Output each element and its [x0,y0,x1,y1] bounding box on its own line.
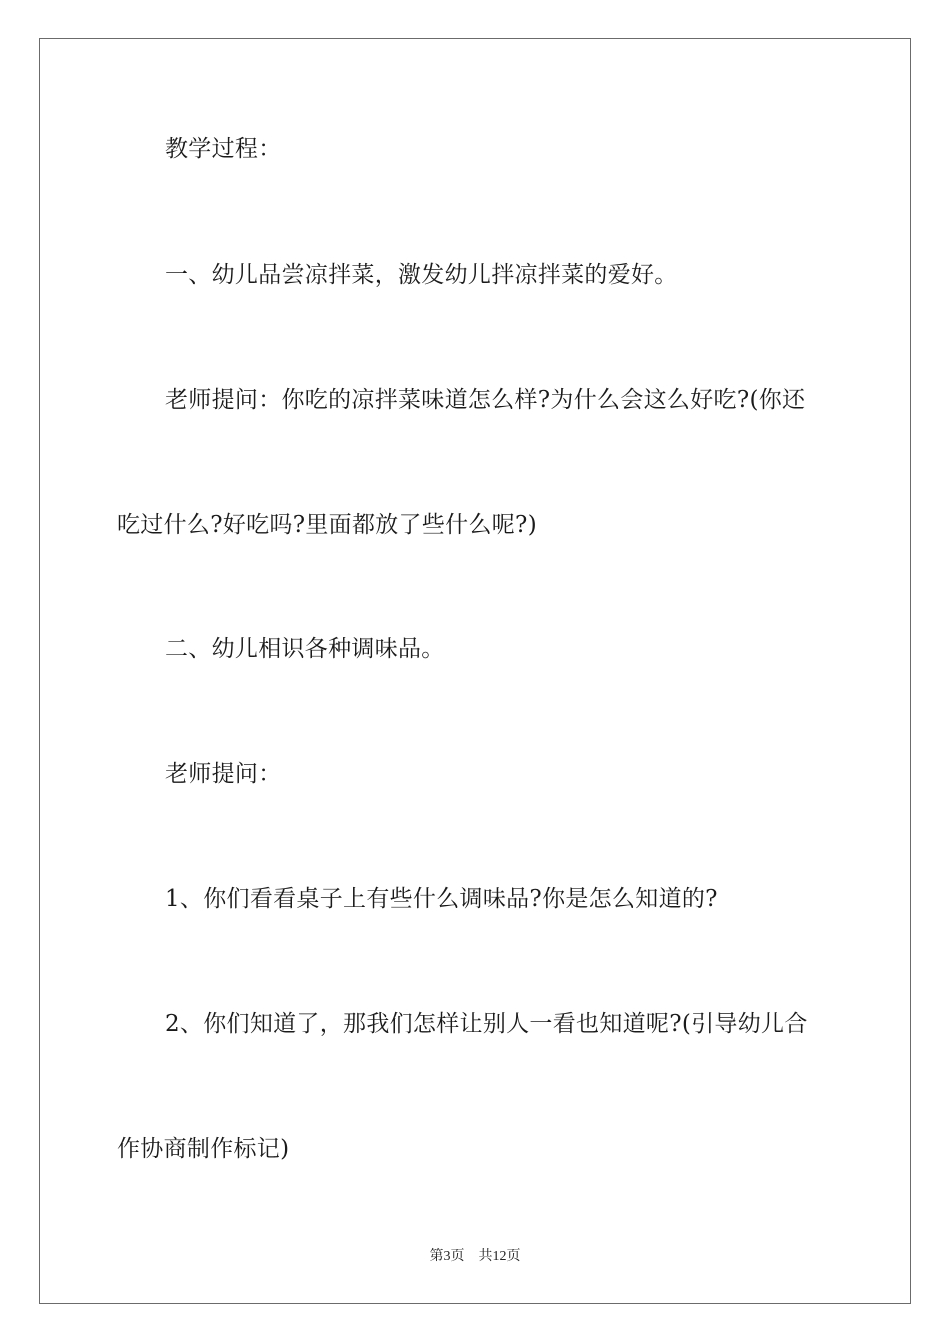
teacher-question-paragraph: 老师提问：你吃的凉拌菜味道怎么样?为什么会这么好吃?(你还 [165,387,806,413]
question-item-2-continuation: 作协商制作标记) [117,1136,290,1162]
teacher-question-label: 老师提问： [165,761,282,787]
section-heading-teaching-process: 教学过程： [165,136,282,162]
step-one-heading: 一、幼儿品尝凉拌菜，激发幼儿拌凉拌菜的爱好。 [165,262,678,288]
page-footer [0,1248,950,1266]
question-item-2: 2、你们知道了，那我们怎样让别人一看也知道呢?(引导幼儿合 [165,1011,808,1037]
page-number: 第3页 [429,1249,465,1264]
question-item-1: 1、你们看看桌子上有些什么调味品?你是怎么知道的? [165,886,718,912]
teacher-question-continuation: 吃过什么?好吃吗?里面都放了些什么呢?) [117,512,537,538]
step-two-heading: 二、幼儿相识各种调味品。 [165,636,445,662]
page-border [39,38,911,1304]
page-total: 共12页 [478,1249,521,1264]
